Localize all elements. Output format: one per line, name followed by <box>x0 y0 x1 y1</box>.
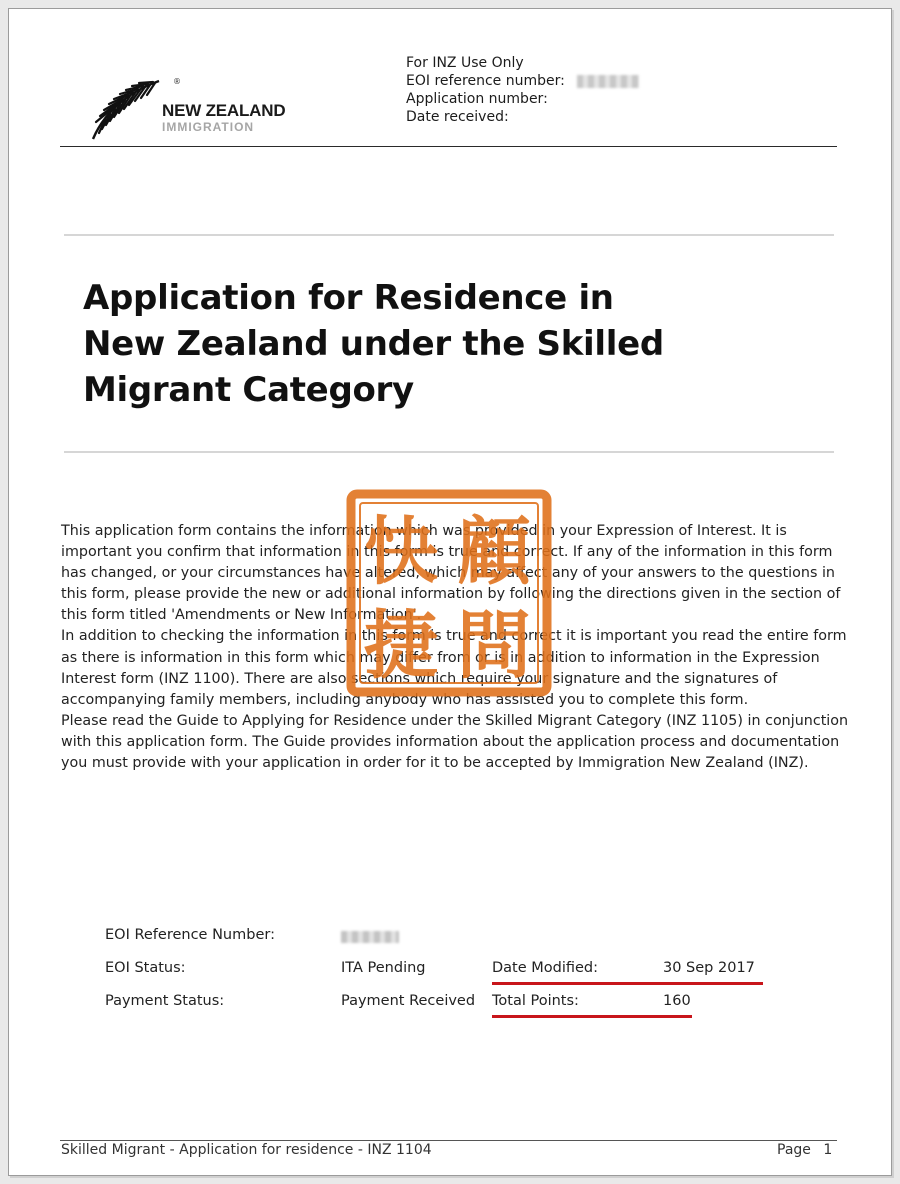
application-number-label: Application number: <box>406 91 548 107</box>
intro-paragraph-3: Please read the Guide to Applying for Residence under the Skilled Migrant Category (INZ 1105) in conjunction with this application form. The Guide provides information about the application process and documentation you must provide with your application in order for it to be accepted by Immigration New Zealand (INZ). <box>61 712 849 772</box>
stamp-char-4: 問 <box>457 603 531 689</box>
eoi-status-row <box>105 960 805 993</box>
brand-subtitle: IMMIGRATION <box>162 120 255 134</box>
footer-form-title: Skilled Migrant - Application for residence - INZ 1104 <box>61 1142 432 1158</box>
title-line-3: Migrant Category <box>83 370 414 410</box>
title-bottom-divider <box>64 451 834 453</box>
payment-status-row <box>105 993 805 1026</box>
intro-paragraph-1: This application form contains the information which was provided in your Expression of Interest. It is important you confirm that information in this form is true and correct. If any of the information in this form has changed, or your circumstances have altered, which may affect any of your answers to the questions in this form, please provide the new or additional information by following the directions given in the section of this form titled 'Amendments or New Information'. <box>61 523 841 624</box>
title-top-divider <box>64 234 834 236</box>
document-page <box>8 8 892 1176</box>
payment-status-label: Payment Status: <box>105 993 225 1009</box>
eoi-status-value: ITA Pending <box>341 960 426 976</box>
brand-name: NEW ZEALAND <box>162 101 286 120</box>
document-title <box>83 275 803 413</box>
inz-use-only-block <box>406 54 639 126</box>
registered-mark: ® <box>173 77 181 86</box>
redacted-eoi-number <box>577 75 639 88</box>
header-divider <box>60 146 837 147</box>
stamp-char-3: 捷 <box>364 603 438 689</box>
nz-immigration-logo <box>89 75 319 141</box>
date-modified-value: 30 Sep 2017 <box>663 960 755 976</box>
eoi-reference-label: EOI reference number: <box>406 73 565 89</box>
inz-use-heading: For INZ Use Only <box>406 55 524 71</box>
intro-paragraph-2: In addition to checking the information in this form is true and correct it is important you read the entire form as there is information in this form which may differ from or is in addition to information in the Expression Interest form (INZ 1100). There are also sections which require your signature and the signatures of accompanying family members, including anybody who has assisted you to complete this form. <box>61 628 847 708</box>
date-received-label: Date received: <box>406 109 509 125</box>
stamp-char-2: 顧 <box>457 509 531 595</box>
eoi-reference-row <box>406 72 639 90</box>
redacted-eoi-reference <box>341 927 399 947</box>
page-number: 1 <box>823 1142 833 1158</box>
seal-stamp <box>346 489 552 697</box>
footer-page-indicator <box>777 1142 832 1158</box>
eoi-reference-summary-label: EOI Reference Number: <box>105 927 275 943</box>
total-points-underline <box>492 1015 692 1018</box>
stamp-char-1: 快 <box>364 509 438 595</box>
total-points-value: 160 <box>663 993 691 1009</box>
eoi-summary <box>105 927 805 1026</box>
eoi-reference-summary-row <box>105 927 805 960</box>
eoi-status-label: EOI Status: <box>105 960 186 976</box>
date-modified-label: Date Modified: <box>492 960 599 976</box>
silver-fern-icon <box>89 75 161 141</box>
page-label: Page <box>777 1142 811 1158</box>
footer-divider <box>60 1140 837 1141</box>
total-points-label: Total Points: <box>492 993 579 1009</box>
title-line-1: Application for Residence in <box>83 278 614 318</box>
date-modified-underline <box>492 982 763 985</box>
payment-status-value: Payment Received <box>341 993 476 1009</box>
title-line-2: New Zealand under the Skilled <box>83 324 664 364</box>
